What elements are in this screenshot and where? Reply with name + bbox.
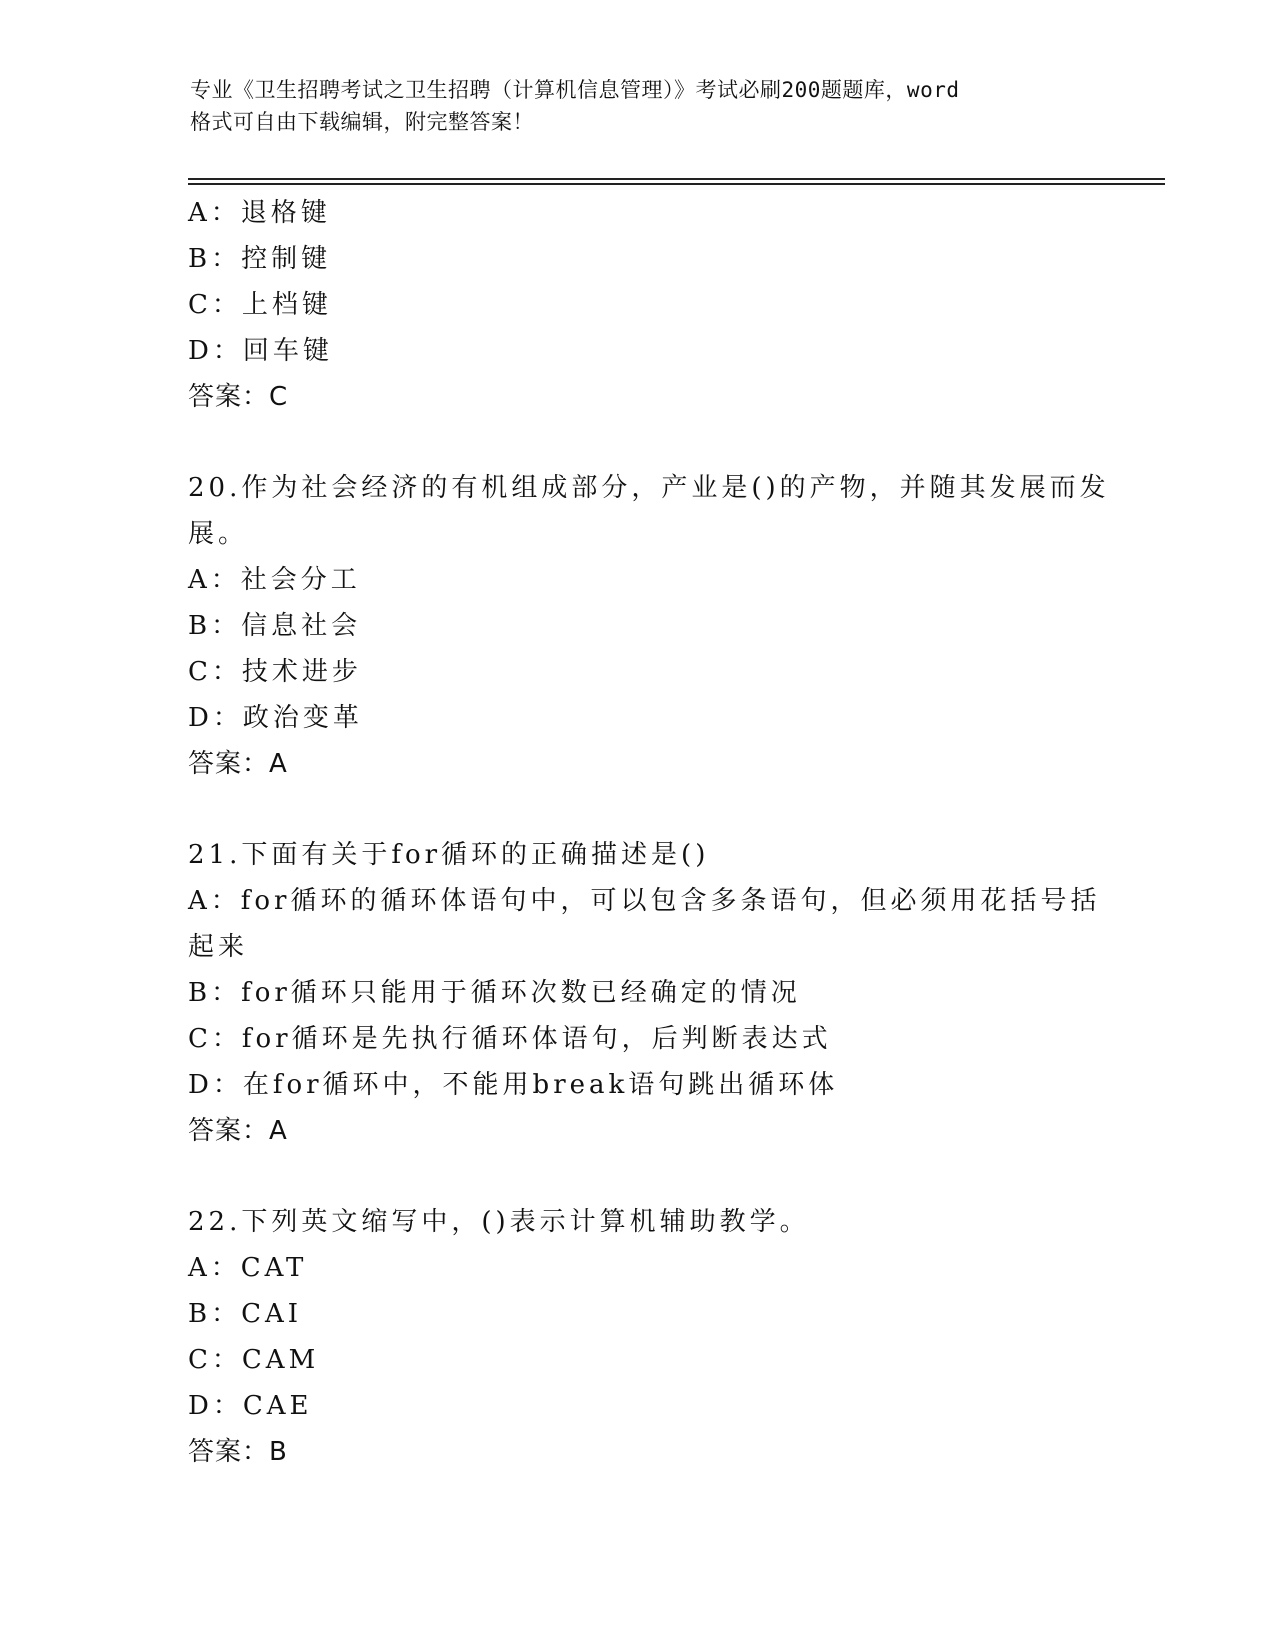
question-spacer bbox=[188, 1154, 1088, 1199]
option-b: B：控制键 bbox=[188, 244, 332, 274]
option-a-line-2: 起来 bbox=[188, 932, 249, 962]
option-a: A：社会分工 bbox=[188, 565, 361, 595]
question-text-line-1: 20.作为社会经济的有机组成部分，产业是()的产物，并随其发展而发 bbox=[188, 473, 1110, 503]
question-spacer bbox=[188, 420, 1088, 465]
question-20 bbox=[188, 465, 1110, 787]
question-19 bbox=[188, 190, 1088, 420]
option-b: B：for循环只能用于循环次数已经确定的情况 bbox=[188, 978, 801, 1008]
option-c: C：for循环是先执行循环体语句，后判断表达式 bbox=[188, 1024, 832, 1054]
answer-line: 答案：A bbox=[188, 1116, 288, 1146]
answer-line: 答案：B bbox=[188, 1437, 288, 1467]
option-c: C：技术进步 bbox=[188, 657, 362, 687]
answer-line: 答案：A bbox=[188, 749, 288, 779]
option-b: B：CAI bbox=[188, 1299, 303, 1329]
option-b: B：信息社会 bbox=[188, 611, 362, 641]
question-21 bbox=[188, 832, 1101, 1154]
question-22 bbox=[188, 1199, 1088, 1475]
header-divider-top bbox=[188, 178, 1165, 180]
question-list bbox=[188, 190, 1110, 1475]
header-line-2: 格式可自由下载编辑，附完整答案！ bbox=[190, 110, 534, 134]
document-header bbox=[190, 74, 1090, 138]
question-text: 22.下列英文缩写中，()表示计算机辅助教学。 bbox=[188, 1207, 810, 1237]
header-divider-bottom bbox=[188, 183, 1165, 185]
question-spacer bbox=[188, 787, 1088, 832]
option-d: D：回车键 bbox=[188, 336, 333, 366]
option-d: D：CAE bbox=[188, 1391, 313, 1421]
option-a-line-1: A：for循环的循环体语句中，可以包含多条语句，但必须用花括号括 bbox=[188, 886, 1101, 916]
question-text-line-2: 展。 bbox=[188, 519, 249, 549]
option-d: D：政治变革 bbox=[188, 703, 363, 733]
answer-line: 答案：C bbox=[188, 382, 289, 412]
option-c: C：CAM bbox=[188, 1345, 320, 1375]
option-a: A：CAT bbox=[188, 1253, 308, 1283]
question-text: 21.下面有关于for循环的正确描述是() bbox=[188, 840, 710, 870]
option-c: C：上档键 bbox=[188, 290, 332, 320]
header-line-1: 专业《卫生招聘考试之卫生招聘（计算机信息管理）》考试必刷200题题库，word bbox=[190, 78, 960, 102]
option-d: D：在for循环中，不能用break语句跳出循环体 bbox=[188, 1070, 839, 1100]
option-a: A：退格键 bbox=[188, 198, 331, 228]
